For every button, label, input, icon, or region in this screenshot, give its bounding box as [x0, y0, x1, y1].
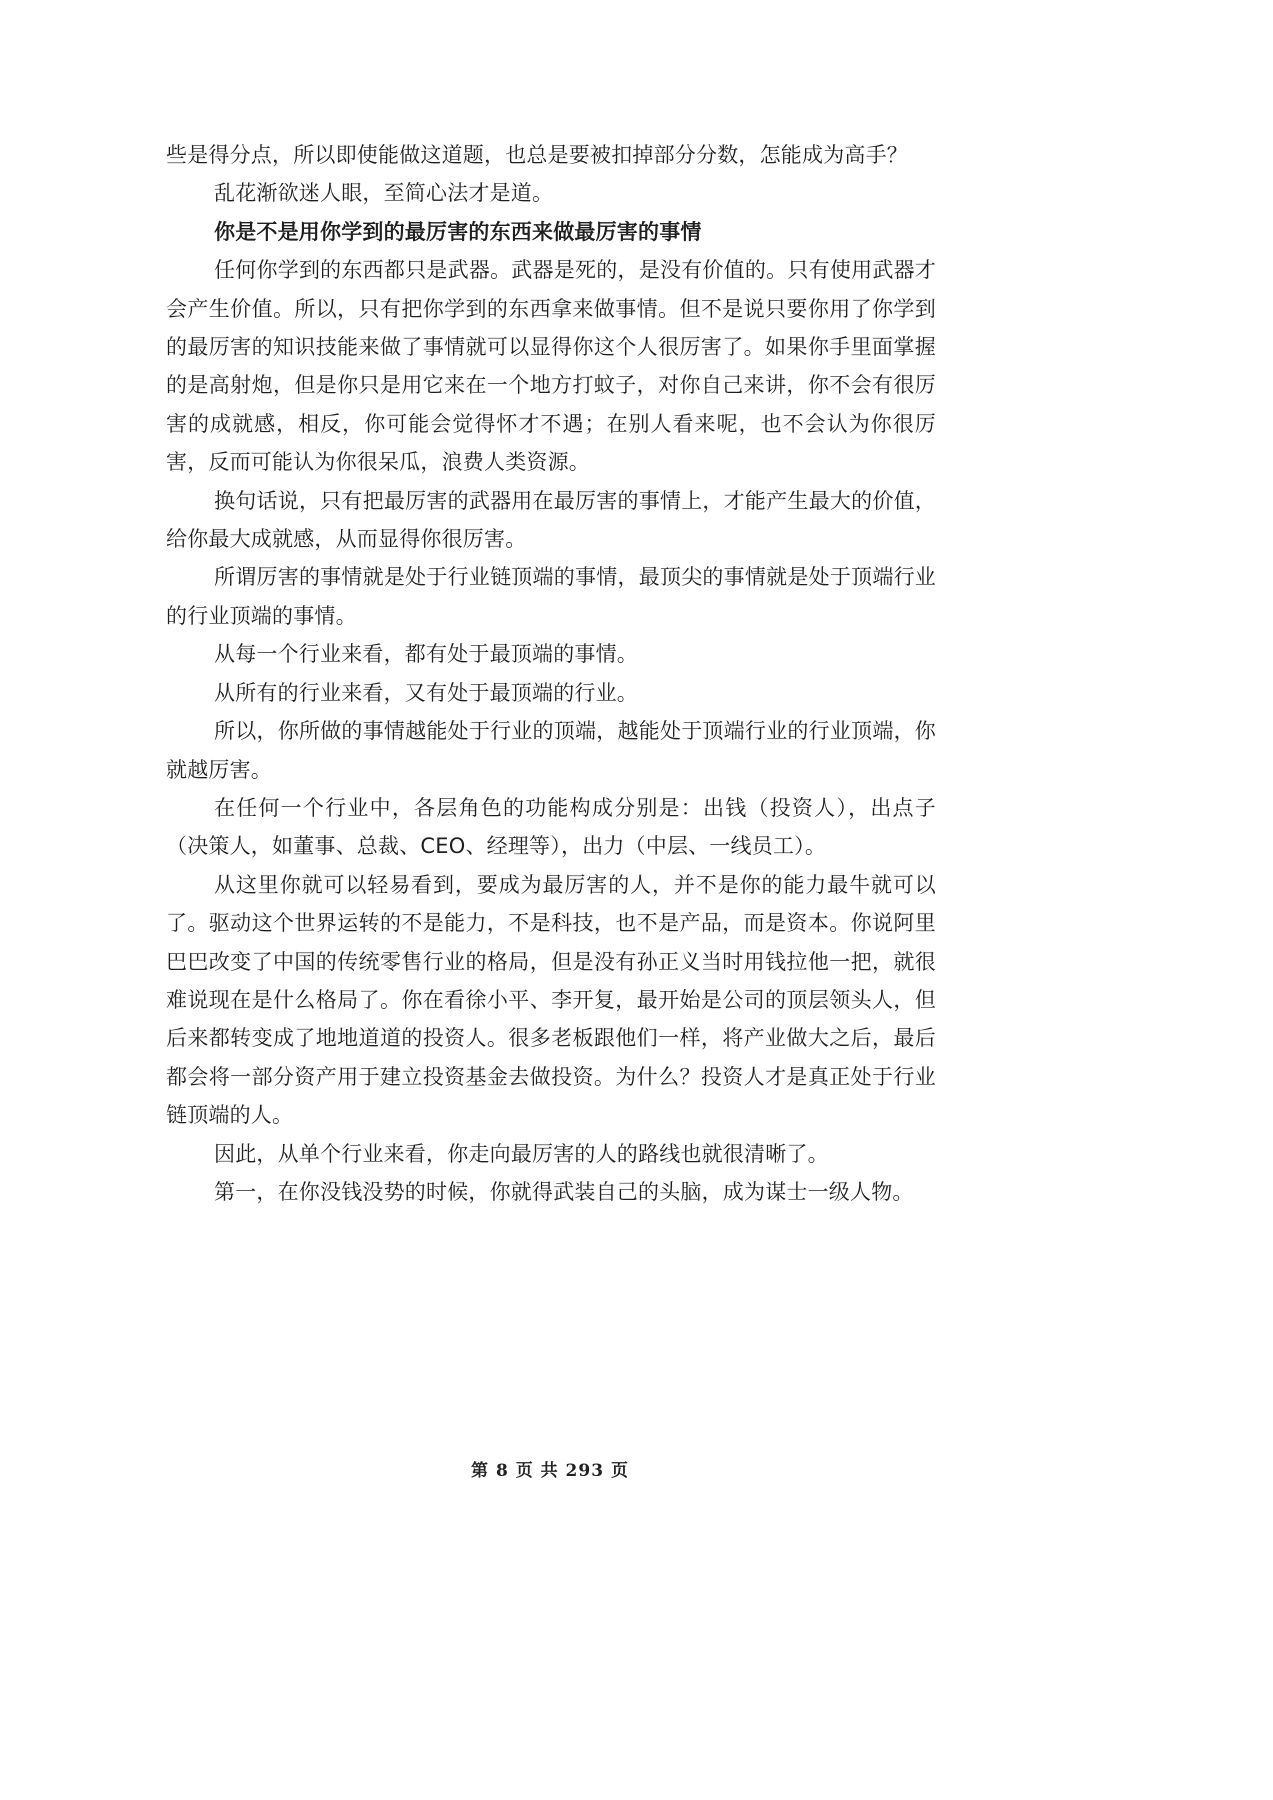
paragraph: 从每一个行业来看，都有处于最顶端的事情。	[214, 642, 638, 667]
paragraph: 从这里你就可以轻易看到，要成为最厉害的人，并不是你的能力最牛就可以了。驱动这个世界运转的不是能力，不是科技，也不是产品，而是资本。你说阿里巴巴改变了中国的传统零售行业的格局，但是没有孙正义当时用钱拉他一把，就很难说现在是什么格局了。你在看徐小平、李开复，最开始是公司的顶层领头人，但后来都转变成了地地道道的投资人。很多老板跟他们一样，将产业做大之后，最后都会将一部分资产用于建立投资基金去做投资。为什么？投资人才是真正处于行业链顶端的人。	[166, 872, 936, 1128]
page-number-footer: 第 8 页 共 293 页	[471, 1461, 629, 1481]
paragraph: 所以，你所做的事情越能处于行业的顶端，越能处于顶端行业的行业顶端，你就越厉害。	[166, 719, 936, 782]
paragraph-continued: 些是得分点，所以即使能做这道题，也总是要被扣掉部分分数，怎能成为高手？	[166, 143, 908, 167]
paragraph: 换句话说，只有把最厉害的武器用在最厉害的事情上，才能产生最大的价值，给你最大成就感，从而显得你很厉害。	[166, 488, 936, 552]
paragraph: 乱花渐欲迷人眼，至简心法才是道。	[214, 181, 554, 206]
page-body	[166, 136, 936, 1211]
paragraph: 任何你学到的东西都只是武器。武器是死的，是没有价值的。只有使用武器才会产生价值。所以，只有把你学到的东西拿来做事情。但不是说只要你用了你学到的最厉害的知识技能来做了事情就可以显得你这个人很厉害了。如果你手里面掌握的是高射炮，但是你只是用它来在一个地方打蚊子，对你自己来讲，你不会有很厉害的成就感，相反，你可能会觉得怀才不遇；在别人看来呢，也不会认为你很厉害，反而可能认为你很呆瓜，浪费人类资源。	[166, 258, 936, 475]
paragraph: 因此，从单个行业来看，你走向最厉害的人的路线也就很清晰了。	[214, 1141, 829, 1166]
paragraph: 所谓厉害的事情就是处于行业链顶端的事情，最顶尖的事情就是处于顶端行业的行业顶端的事情。	[166, 565, 936, 628]
paragraph: 在任何一个行业中，各层角色的功能构成分别是：出钱（投资人），出点子（决策人，如董事、总裁、CEO、经理等），出力（中层、一线员工）。	[166, 795, 936, 859]
section-heading: 你是不是用你学到的最厉害的东西来做最厉害的事情	[214, 219, 702, 244]
paragraph: 第一，在你没钱没势的时候，你就得武装自己的头脑，成为谋士一级人物。	[214, 1179, 914, 1204]
paragraph: 从所有的行业来看，又有处于最顶端的行业。	[214, 680, 638, 705]
